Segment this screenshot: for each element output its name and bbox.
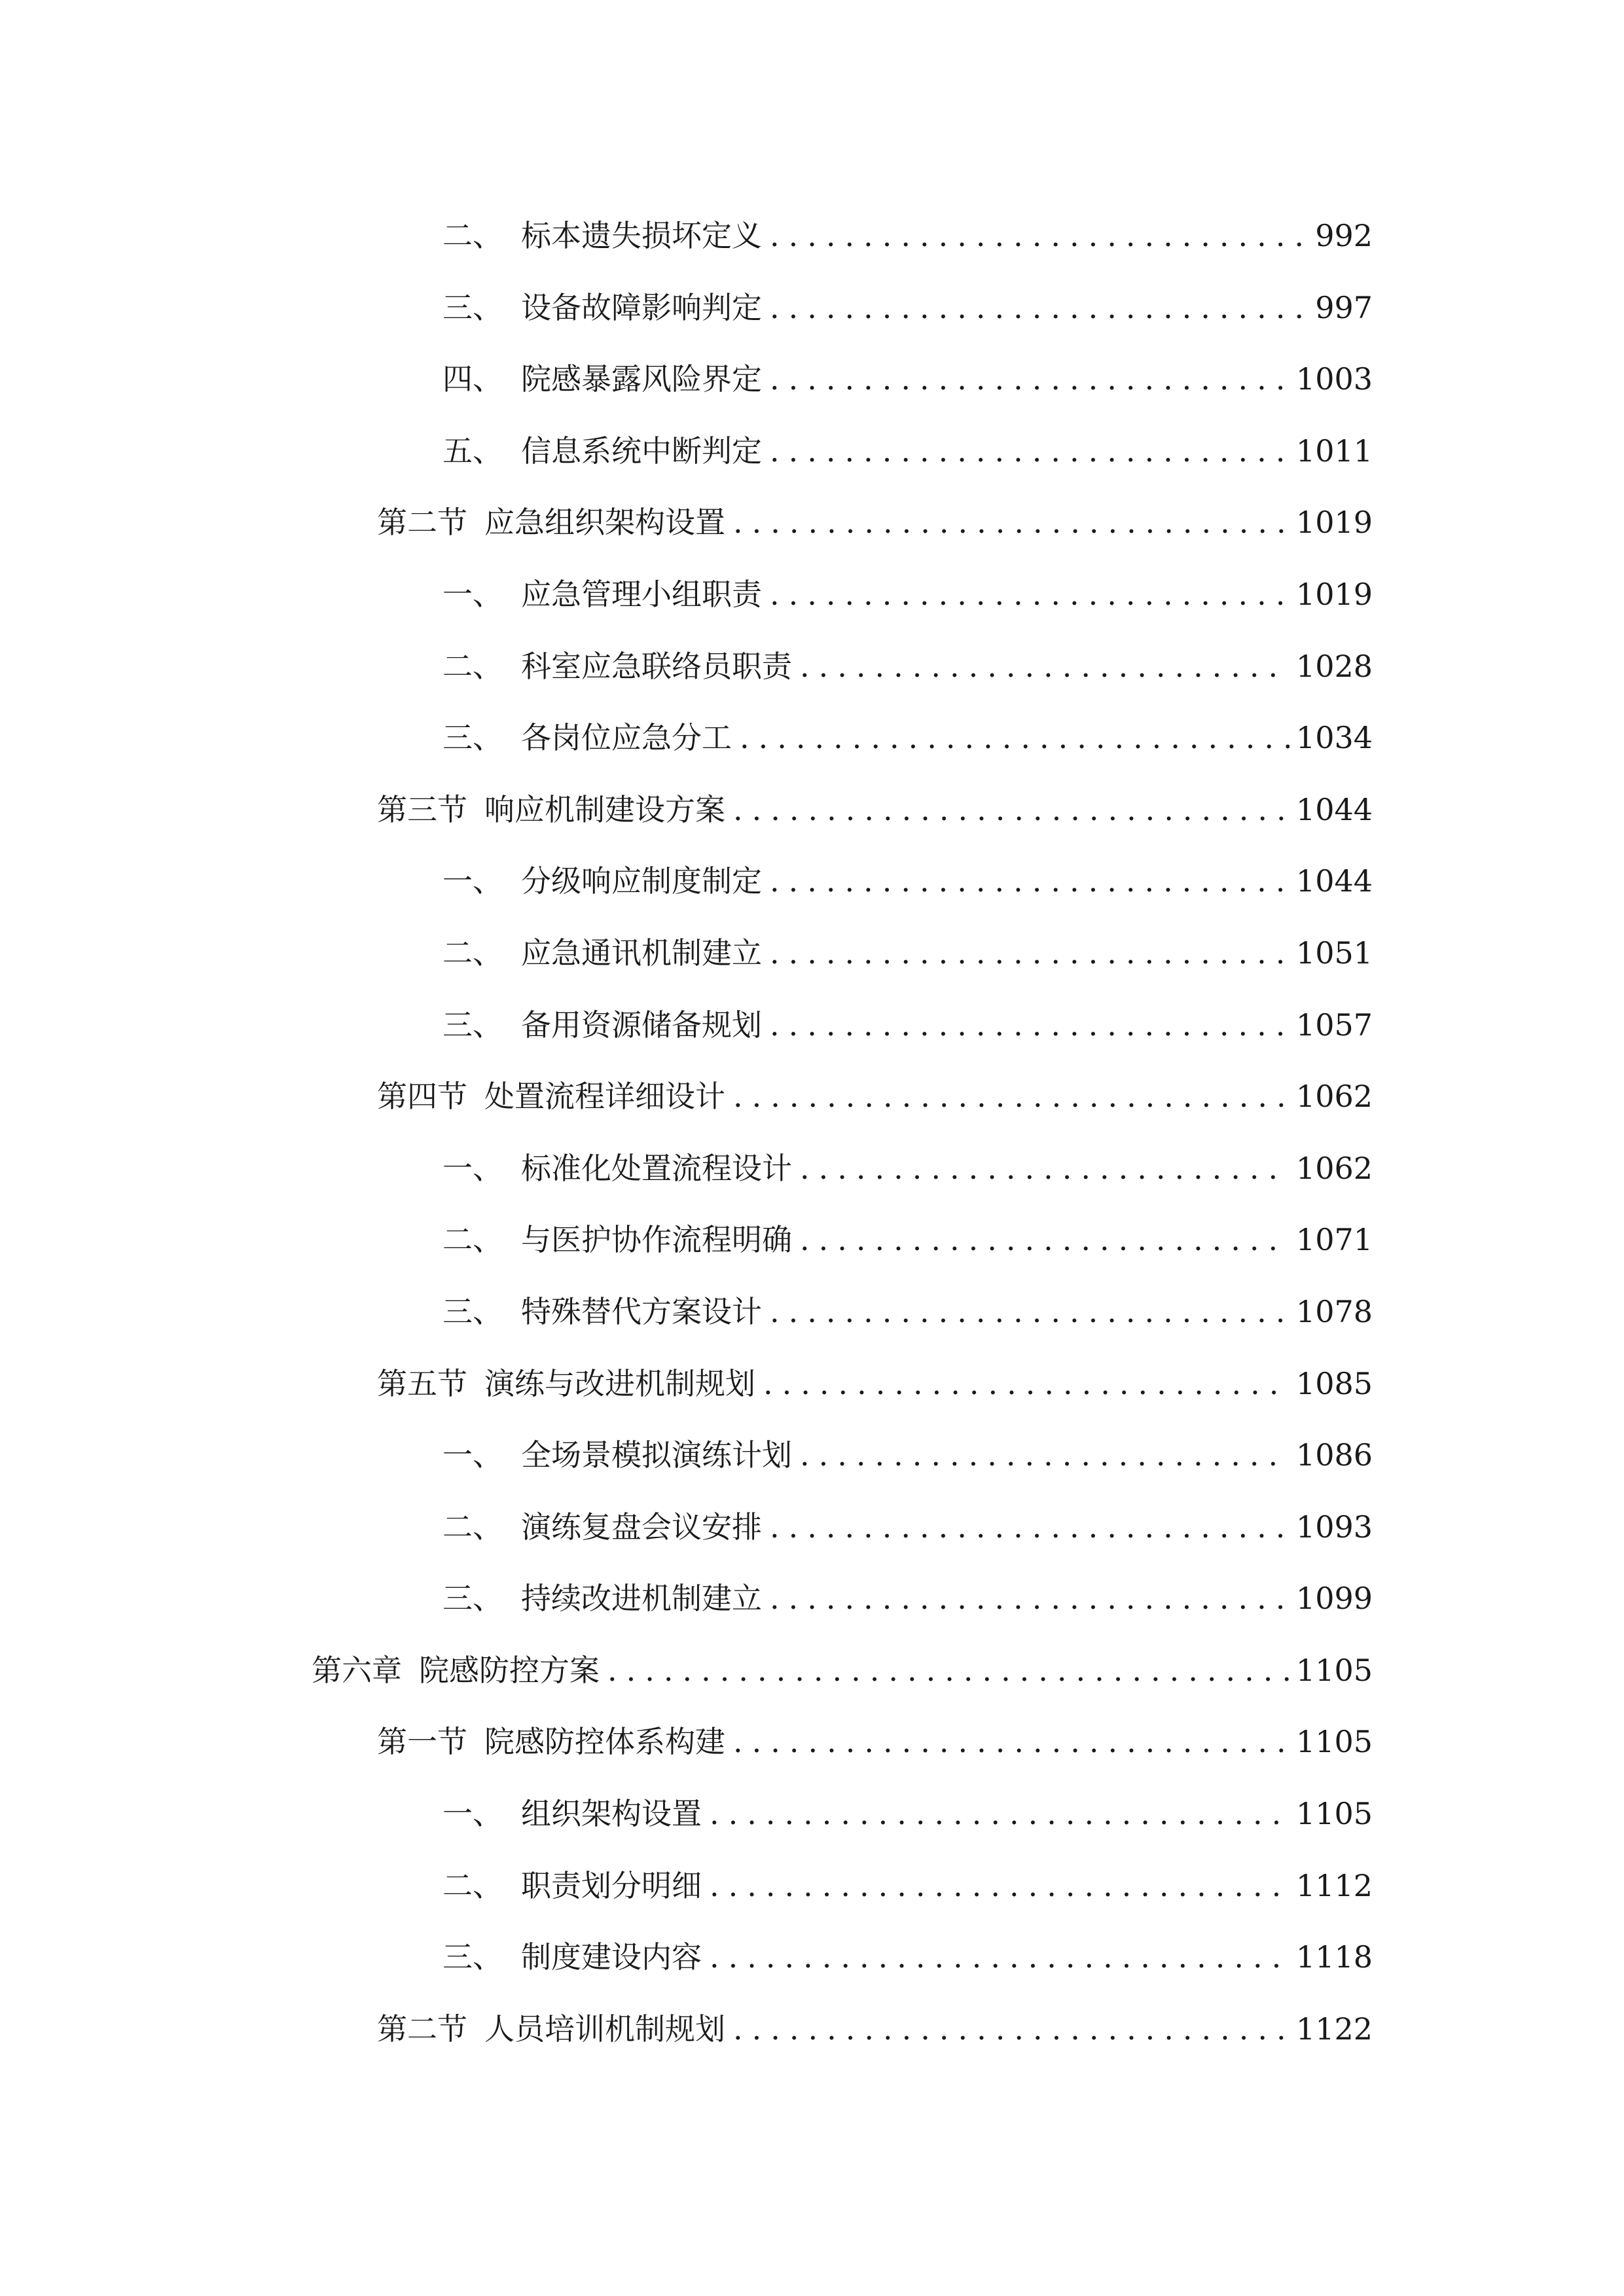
toc-entry-page: 1057 [1295,1007,1373,1043]
toc-entry[interactable] [0,1922,1624,1994]
toc-entry-page: 1034 [1295,720,1373,756]
toc-entry-number: 第三节 [377,791,467,827]
toc-entry-title: 特殊替代方案设计 [521,1293,762,1329]
dot-leader [733,1706,1290,1778]
toc-entry-page: 1019 [1295,576,1373,612]
toc-entry[interactable] [0,272,1624,344]
toc-entry-title: 科室应急联络员职责 [521,648,792,684]
toc-entry-title: 持续改进机制建立 [521,1581,762,1617]
toc-entry-number: 二、 [442,935,503,971]
toc-entry-page: 997 [1315,289,1373,325]
toc-entry-page: 1105 [1295,1796,1373,1832]
toc-entry-title: 各岗位应急分工 [521,720,732,756]
toc-entry-page: 1085 [1295,1365,1373,1401]
toc-entry[interactable] [0,1492,1624,1564]
toc-entry-number: 第二节 [377,505,467,541]
toc-entry-page: 1011 [1295,433,1373,469]
toc-entry[interactable] [0,344,1624,416]
toc-section-entry[interactable] [0,774,1624,846]
toc-entry-page: 1044 [1295,863,1373,899]
toc-entry-page: 1093 [1295,1509,1373,1545]
toc-entry[interactable] [0,416,1624,488]
toc-entry-page: 1086 [1295,1437,1373,1473]
toc-entry[interactable] [0,990,1624,1062]
dot-leader [733,487,1290,559]
toc-entry-title: 信息系统中断判定 [521,433,762,469]
toc-entry-page: 1062 [1295,1079,1373,1115]
toc-entry[interactable] [0,1204,1624,1276]
toc-entry-number: 三、 [442,289,503,325]
toc-entry-title: 标本遗失损坏定义 [521,218,762,253]
toc-entry-title: 响应机制建设方案 [484,791,725,827]
toc-section-entry[interactable] [0,487,1624,559]
toc-entry[interactable] [0,702,1624,774]
toc-entry-number: 第四节 [377,1079,467,1115]
toc-section-entry[interactable] [0,1706,1624,1778]
dot-leader [770,559,1290,631]
toc-entry-number: 一、 [442,1150,503,1186]
toc-entry-number: 四、 [442,361,503,397]
dot-leader [800,1420,1290,1492]
toc-entry-title: 应急通讯机制建立 [521,935,762,971]
toc-entry-number: 第一节 [377,1724,467,1760]
toc-entry-title: 组织架构设置 [521,1796,702,1832]
toc-entry-number: 三、 [442,1581,503,1617]
toc-entry-page: 1105 [1295,1652,1373,1688]
toc-entry-title: 设备故障影响判定 [521,289,762,325]
toc-entry-number: 一、 [442,1796,503,1832]
toc-entry-number: 第二节 [377,2011,467,2047]
toc-entry-number: 一、 [442,576,503,612]
dot-leader [770,272,1303,344]
toc-entry-number: 三、 [442,1939,503,1975]
toc-entry-page: 1099 [1295,1581,1373,1617]
dot-leader [800,1204,1290,1276]
dot-leader [770,918,1290,990]
toc-entry-number: 第五节 [377,1365,467,1401]
toc-entry-page: 1003 [1295,361,1373,397]
toc-entry[interactable] [0,846,1624,918]
dot-leader [710,1850,1290,1922]
toc-section-entry[interactable] [0,1994,1624,2066]
toc-entry-number: 二、 [442,1867,503,1903]
toc-entry-number: 二、 [442,1509,503,1545]
toc-entry-number: 三、 [442,1293,503,1329]
toc-entry[interactable] [0,1778,1624,1850]
dot-leader [770,990,1290,1062]
toc-entry[interactable] [0,918,1624,990]
toc-entry-title: 全场景模拟演练计划 [521,1437,792,1473]
toc-entry[interactable] [0,200,1624,272]
dot-leader [763,1348,1290,1420]
toc-entry-title: 院感防控体系构建 [484,1724,725,1760]
toc-entry[interactable] [0,1850,1624,1922]
toc-entry-title: 备用资源储备规划 [521,1007,762,1043]
toc-entry-page: 1118 [1295,1939,1373,1975]
toc-entry-title: 职责划分明细 [521,1867,702,1903]
dot-leader [740,702,1290,774]
toc-entry-title: 应急组织架构设置 [484,505,725,541]
toc-entry[interactable] [0,1133,1624,1205]
toc-entry-title: 演练复盘会议安排 [521,1509,762,1545]
toc-entry-number: 一、 [442,1437,503,1473]
toc-entry[interactable] [0,1276,1624,1348]
toc-entry-page: 1078 [1295,1293,1373,1329]
toc-entry[interactable] [0,1420,1624,1492]
toc-entry-page: 1071 [1295,1222,1373,1258]
dot-leader [710,1922,1290,1994]
dot-leader [770,344,1290,416]
dot-leader [770,846,1290,918]
toc-entry-title: 演练与改进机制规划 [484,1365,755,1401]
toc-entry-title: 处置流程详细设计 [484,1079,725,1115]
dot-leader [607,1635,1290,1707]
toc-entry-title: 应急管理小组职责 [521,576,762,612]
toc-entry-number: 三、 [442,720,503,756]
toc-entry-number: 二、 [442,218,503,253]
toc-entry-number: 二、 [442,1222,503,1258]
dot-leader [733,1994,1290,2066]
toc-entry-title: 标准化处置流程设计 [521,1150,792,1186]
toc-entry-number: 二、 [442,648,503,684]
toc-entry-page: 1122 [1295,2011,1373,2047]
toc-chapter-entry[interactable] [0,1635,1624,1707]
toc-entry[interactable] [0,559,1624,631]
toc-entry-page: 1105 [1295,1724,1373,1760]
dot-leader [770,1492,1290,1564]
toc-entry-page: 1112 [1295,1867,1373,1903]
dot-leader [710,1778,1290,1850]
toc-entry-title: 人员培训机制规划 [484,2011,725,2047]
dot-leader [800,1133,1290,1205]
toc-entry-title: 院感防控方案 [419,1652,600,1688]
toc-entry-number: 第六章 [312,1652,402,1688]
table-of-contents [0,200,1624,2065]
toc-entry-number: 五、 [442,433,503,469]
dot-leader [733,1061,1290,1133]
toc-section-entry[interactable] [0,1061,1624,1133]
toc-entry-page: 1044 [1295,791,1373,827]
toc-entry-title: 与医护协作流程明确 [521,1222,792,1258]
dot-leader [770,416,1290,488]
dot-leader [770,1563,1290,1635]
dot-leader [733,774,1290,846]
toc-entry[interactable] [0,631,1624,703]
toc-entry-title: 分级响应制度制定 [521,863,762,899]
toc-entry[interactable] [0,1563,1624,1635]
toc-entry-title: 制度建设内容 [521,1939,702,1975]
toc-entry-page: 992 [1315,218,1373,253]
toc-entry-number: 一、 [442,863,503,899]
dot-leader [770,1276,1290,1348]
toc-section-entry[interactable] [0,1348,1624,1420]
dot-leader [800,631,1290,703]
toc-entry-number: 三、 [442,1007,503,1043]
toc-entry-page: 1051 [1295,935,1373,971]
toc-entry-title: 院感暴露风险界定 [521,361,762,397]
dot-leader [770,200,1303,272]
toc-entry-page: 1028 [1295,648,1373,684]
toc-entry-page: 1062 [1295,1150,1373,1186]
toc-entry-page: 1019 [1295,505,1373,541]
